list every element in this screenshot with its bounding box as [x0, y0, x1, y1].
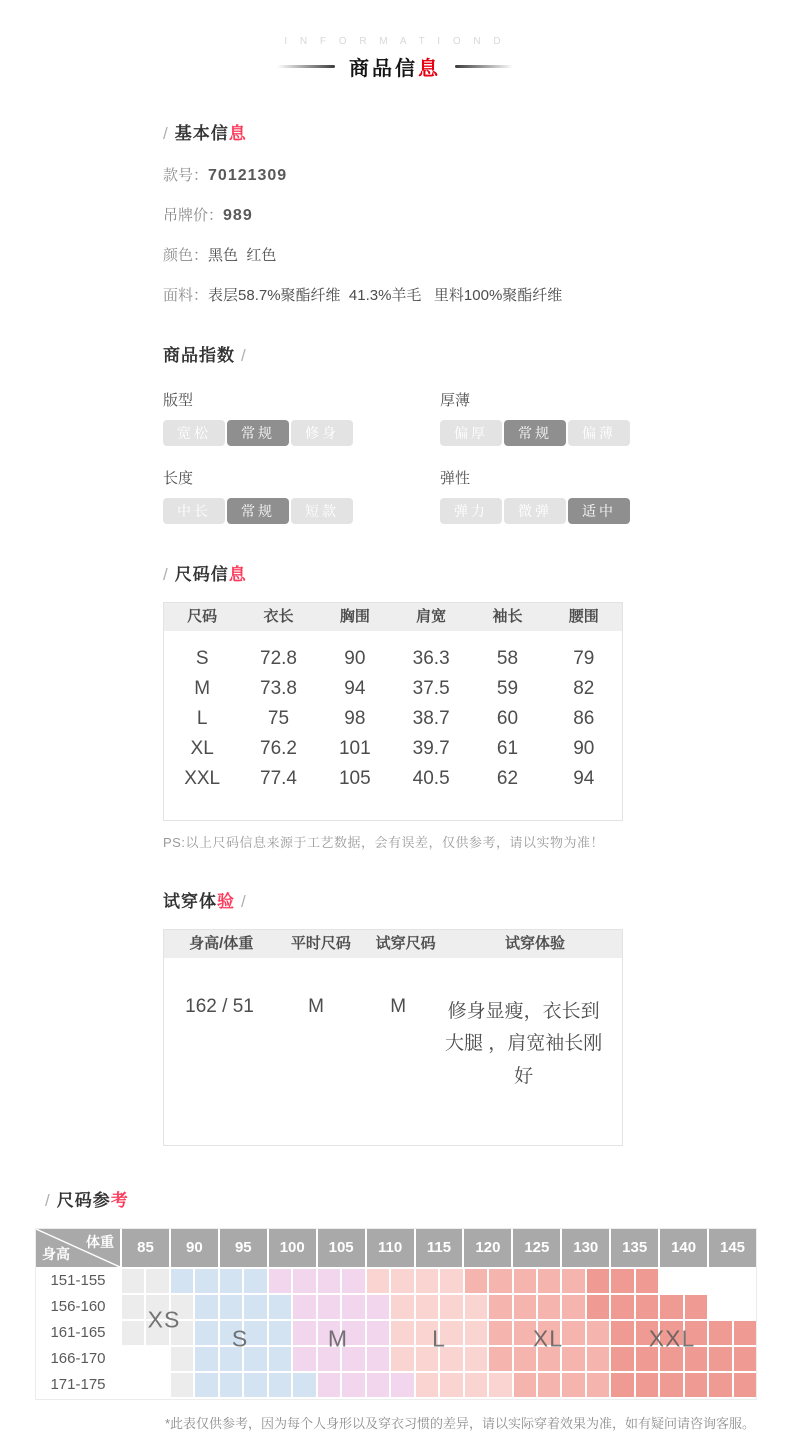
slash-mark: / [163, 565, 169, 584]
table-cell: 79 [573, 648, 595, 669]
weight-header-cell: 115 [416, 1229, 463, 1267]
chart-footnote: *此表仅供参考，因为每个人身形以及穿衣习惯的差异，请以实际穿着效果为准，如有疑问请咨询客服。 [164, 1416, 755, 1431]
grid-cell-l [465, 1347, 487, 1371]
table-cell: 90 [344, 648, 366, 669]
table-row [164, 734, 622, 764]
grid-cell-l [416, 1295, 438, 1319]
table-cell: M [194, 678, 211, 699]
size-region-label: M [327, 1325, 349, 1352]
index-tag-option: 中长 [163, 498, 225, 524]
table-cell: 77.4 [260, 768, 297, 789]
info-label: 款号： [163, 167, 209, 184]
grid-cell-l [391, 1347, 413, 1371]
grid-cell-l [465, 1295, 487, 1319]
table-cell: 105 [338, 768, 371, 789]
grid-cell-s [293, 1373, 315, 1397]
grid-cell-none [660, 1269, 682, 1293]
grid-cell-s [171, 1269, 193, 1293]
index-tag-row [163, 420, 353, 446]
grid-cell-xxl [611, 1347, 633, 1371]
grid-cell-xxl [734, 1321, 756, 1345]
index-tag-option: 短款 [291, 498, 353, 524]
grid-cell-xl [514, 1373, 536, 1397]
grid-cell-m [269, 1269, 291, 1293]
grid-cell-m [293, 1269, 315, 1293]
info-label: 颜色： [163, 247, 209, 264]
index-tag-option: 偏薄 [568, 420, 630, 446]
grid-cell-xl [489, 1321, 511, 1345]
grid-cell-m [318, 1269, 340, 1293]
table-cell: 101 [338, 738, 371, 759]
index-tag-option: 弹力 [440, 498, 502, 524]
grid-cell-xl [562, 1347, 584, 1371]
weight-header-cell: 85 [122, 1229, 169, 1267]
grid-cell-l [391, 1269, 413, 1293]
grid-cell-xxl [734, 1373, 756, 1397]
table-cell: XL [190, 738, 214, 759]
grid-cell-xxl [709, 1347, 731, 1371]
header-cell: 试穿体验 [504, 935, 565, 952]
info-row [163, 244, 633, 265]
grid-cell-s [195, 1321, 217, 1345]
grid-cell-xxl [611, 1321, 633, 1345]
grid-cell-l [440, 1269, 462, 1293]
slash-mark: / [241, 346, 247, 365]
page-title-accent: 息 [418, 58, 441, 80]
size-table-body [164, 631, 622, 820]
table-cell: 72.8 [260, 648, 297, 669]
chart-row [36, 1269, 756, 1293]
table-cell: 98 [344, 708, 366, 729]
weight-header-cell: 140 [660, 1229, 707, 1267]
grid-cell-s [269, 1321, 291, 1345]
size-region-label: XS [147, 1306, 181, 1333]
table-row [164, 674, 622, 704]
height-label-cell: 161-165 [36, 1321, 120, 1345]
grid-cell-xxl [660, 1295, 682, 1319]
table-header-cell: 尺码 [187, 608, 218, 625]
grid-cell-none [122, 1373, 144, 1397]
product-index-title: 商品指数 / [163, 346, 247, 365]
grid-cell-xs [171, 1373, 193, 1397]
grid-cell-xl [514, 1269, 536, 1293]
grid-cell-none [146, 1347, 168, 1371]
grid-cell-l [416, 1269, 438, 1293]
index-group-label: 弹性 [440, 470, 471, 487]
weight-header-cell: 120 [464, 1229, 511, 1267]
grid-cell-l [367, 1269, 389, 1293]
grid-cell-m [367, 1347, 389, 1371]
grid-cell-xl [465, 1269, 487, 1293]
grid-cell-m [367, 1321, 389, 1345]
grid-cell-xxl [709, 1373, 731, 1397]
chart-corner-cell [36, 1229, 120, 1267]
index-group [440, 368, 633, 446]
chart-body [36, 1267, 756, 1397]
grid-cell-none [709, 1295, 731, 1319]
table-cell: 60 [496, 708, 519, 729]
weight-header-cell: 110 [367, 1229, 414, 1267]
grid-cell-xxl [611, 1373, 633, 1397]
info-row [163, 284, 633, 305]
header-cell: 身高/体重 [189, 935, 254, 952]
grid-cell-s [244, 1295, 266, 1319]
grid-cell-xs [122, 1321, 144, 1345]
grid-cell-s [195, 1295, 217, 1319]
table-header-cell: 腰围 [568, 608, 599, 625]
grid-cell-xxl [611, 1269, 633, 1293]
size-region-label: L [432, 1325, 446, 1352]
grid-cell-xxl [636, 1269, 658, 1293]
table-cell: 39.7 [412, 738, 450, 759]
decor-line-right [455, 65, 513, 68]
table-cell: 76.2 [260, 738, 297, 759]
grid-cell-m [342, 1295, 364, 1319]
index-group [440, 446, 633, 524]
table-cell: 90 [573, 738, 595, 759]
grid-cell-m [293, 1295, 315, 1319]
grid-cell-xxl [636, 1373, 658, 1397]
table-cell: 73.8 [260, 678, 297, 699]
top-header [0, 0, 790, 81]
size-reference-title: / 尺码参考 [45, 1191, 129, 1210]
grid-cell-xxl [587, 1269, 609, 1293]
grid-cell-xl [562, 1321, 584, 1345]
grid-cell-xl [587, 1347, 609, 1371]
page-title [349, 52, 441, 81]
basic-info-rows [163, 164, 633, 305]
fitting-title: 试穿体验 / [163, 892, 247, 911]
info-label: 吊牌价： [163, 207, 224, 224]
grid-cell-s [195, 1347, 217, 1371]
table-header-cell: 袖长 [492, 608, 523, 625]
table-cell: 59 [496, 678, 519, 699]
section-size-info [163, 560, 633, 851]
grid-cell-l [465, 1373, 487, 1397]
weight-header-cell: 125 [513, 1229, 560, 1267]
table-cell: L [196, 708, 208, 729]
table-cell: XXL [184, 768, 221, 789]
grid-cell-s [220, 1373, 242, 1397]
grid-cell-m [293, 1321, 315, 1345]
size-region-label: XL [532, 1325, 564, 1352]
header-cell: 试穿尺码 [375, 935, 436, 952]
index-tag-option: 微弹 [504, 498, 566, 524]
height-label-cell: 166-170 [36, 1347, 120, 1371]
section-fitting [163, 887, 633, 1146]
grid-cell-xxl [636, 1295, 658, 1319]
grid-cell-xl [538, 1269, 560, 1293]
grid-cell-xl [587, 1321, 609, 1345]
grid-cell-xs [171, 1347, 193, 1371]
ps-note: PS:以上尺码信息来源于工艺数据，会有误差，仅供参考，请以实物为准！ [163, 835, 604, 850]
size-info-title: / 尺码信息 [163, 565, 247, 584]
table-header-cell: 胸围 [339, 608, 370, 625]
table-row [164, 764, 622, 794]
grid-cell-s [195, 1269, 217, 1293]
info-value: 70121309 [208, 167, 288, 184]
weight-header-cell: 100 [269, 1229, 316, 1267]
grid-cell-none [709, 1269, 731, 1293]
page-title-row [0, 52, 790, 81]
grid-cell-xl [587, 1373, 609, 1397]
header-cell: 平时尺码 [290, 935, 351, 952]
index-tag-option: 修身 [291, 420, 353, 446]
usual-size-value: M [308, 996, 324, 1017]
table-cell: 82 [573, 678, 595, 699]
size-table-header [164, 603, 622, 631]
section-size-reference [0, 1186, 790, 1432]
table-cell: 94 [573, 768, 595, 789]
table-cell: 86 [573, 708, 595, 729]
grid-cell-xxl [660, 1373, 682, 1397]
table-cell: 36.3 [412, 648, 450, 669]
table-header-cell: 肩宽 [416, 608, 447, 625]
chart-header-row [36, 1229, 756, 1267]
index-group-label: 厚薄 [440, 392, 471, 409]
grid-cell-xl [489, 1347, 511, 1371]
index-tag-row [440, 498, 630, 524]
height-label-cell: 151-155 [36, 1269, 120, 1293]
grid-cell-xxl [587, 1295, 609, 1319]
size-reference-chart [35, 1228, 757, 1400]
grid-cell-xl [562, 1269, 584, 1293]
weight-header-cell: 95 [220, 1229, 267, 1267]
index-group-label: 长度 [163, 470, 194, 487]
grid-cell-xl [489, 1269, 511, 1293]
grid-cell-none [734, 1269, 756, 1293]
table-cell: 94 [344, 678, 366, 699]
slash-mark: / [163, 124, 169, 143]
slash-mark: / [241, 892, 247, 911]
page-title-main: 商品信 [349, 58, 418, 80]
grid-cell-m [318, 1295, 340, 1319]
index-tag-option: 常规 [504, 420, 566, 446]
tried-size-value: M [390, 996, 407, 1017]
grid-cell-s [195, 1373, 217, 1397]
grid-cell-s [244, 1373, 266, 1397]
index-tag-row [440, 420, 630, 446]
weight-header-cell: 130 [562, 1229, 609, 1267]
chart-row [36, 1295, 756, 1319]
height-weight-value: 162 / 51 [185, 996, 254, 1017]
height-axis-label: 身高 [42, 1246, 70, 1262]
info-value: 黑色 红色 [208, 247, 277, 264]
index-groups [163, 368, 633, 524]
index-group [163, 446, 440, 524]
grid-cell-s [220, 1269, 242, 1293]
weight-axis-label: 体重 [86, 1234, 114, 1250]
grid-cell-none [734, 1295, 756, 1319]
grid-cell-l [465, 1321, 487, 1345]
size-info-table [163, 602, 623, 821]
grid-cell-xxl [734, 1347, 756, 1371]
grid-cell-m [367, 1373, 389, 1397]
index-tag-option: 常规 [227, 420, 289, 446]
table-cell: 61 [496, 738, 519, 759]
basic-info-title: / 基本信息 [163, 124, 247, 143]
experience-text: 修身显瘦，衣长到大腿 ，肩宽袖长刚好 [445, 1001, 603, 1087]
fitting-table-row [164, 958, 622, 1145]
grid-cell-xxl [709, 1321, 731, 1345]
grid-cell-s [244, 1269, 266, 1293]
grid-cell-xxl [685, 1295, 707, 1319]
grid-cell-s [220, 1295, 242, 1319]
table-header-cell: 衣长 [263, 608, 294, 625]
grid-cell-s [269, 1373, 291, 1397]
decor-line-left [277, 65, 335, 68]
index-group [163, 368, 440, 446]
table-row [164, 644, 622, 674]
weight-header-cell: 90 [171, 1229, 218, 1267]
grid-cell-none [122, 1347, 144, 1371]
table-cell: 62 [496, 768, 519, 789]
table-cell: 38.7 [412, 708, 450, 729]
table-cell: 37.5 [412, 678, 450, 699]
grid-cell-m [318, 1373, 340, 1397]
grid-cell-xl [562, 1295, 584, 1319]
table-cell: 40.5 [412, 768, 450, 789]
index-tag-row [163, 498, 353, 524]
grid-cell-xl [538, 1295, 560, 1319]
grid-cell-l [440, 1373, 462, 1397]
grid-cell-xxl [685, 1373, 707, 1397]
grid-cell-l [440, 1295, 462, 1319]
fitting-table-header [164, 930, 622, 958]
grid-cell-xl [562, 1373, 584, 1397]
grid-cell-m [342, 1269, 364, 1293]
info-label: 面料： [163, 287, 209, 304]
grid-cell-none [685, 1269, 707, 1293]
section-product-index [163, 341, 633, 524]
table-cell: 58 [496, 648, 519, 669]
weight-header-cell: 105 [318, 1229, 365, 1267]
grid-cell-l [391, 1321, 413, 1345]
grid-cell-s [269, 1295, 291, 1319]
index-group-label: 版型 [163, 392, 194, 409]
table-cell: S [195, 648, 209, 669]
grid-cell-l [416, 1373, 438, 1397]
eyebrow-text: I N F O R M A T I O N D [284, 36, 506, 47]
index-tag-option: 常规 [227, 498, 289, 524]
info-value: 989 [223, 207, 253, 224]
grid-cell-l [391, 1295, 413, 1319]
grid-cell-xs [122, 1269, 144, 1293]
weight-header-cells [122, 1229, 756, 1267]
grid-cell-xl [489, 1295, 511, 1319]
grid-cell-s [269, 1347, 291, 1371]
info-row [163, 204, 633, 225]
grid-cell-m [342, 1373, 364, 1397]
size-region-label: XXL [648, 1325, 696, 1352]
weight-header-cell: 145 [709, 1229, 756, 1267]
height-label-cell: 156-160 [36, 1295, 120, 1319]
fitting-table [163, 929, 623, 1146]
grid-cell-xxl [611, 1295, 633, 1319]
height-label-cell: 171-175 [36, 1373, 120, 1397]
grid-cell-l [489, 1373, 511, 1397]
info-row [163, 164, 633, 185]
grid-cell-m [367, 1295, 389, 1319]
grid-cell-none [146, 1373, 168, 1397]
grid-cell-xs [146, 1269, 168, 1293]
slash-mark: / [45, 1191, 51, 1210]
grid-cell-m [293, 1347, 315, 1371]
grid-cell-xl [514, 1295, 536, 1319]
grid-cell-xl [538, 1373, 560, 1397]
index-tag-option: 宽松 [163, 420, 225, 446]
index-tag-option: 偏厚 [440, 420, 502, 446]
chart-row [36, 1373, 756, 1397]
grid-cell-xs [122, 1295, 144, 1319]
table-cell: 75 [267, 708, 290, 729]
index-tag-option: 适中 [568, 498, 630, 524]
size-region-label: S [231, 1325, 249, 1352]
section-basic-info [163, 119, 633, 305]
table-row [164, 704, 622, 734]
grid-cell-m [391, 1373, 413, 1397]
info-value: 表层58.7%聚酯纤维 41.3%羊毛 里料100%聚酯纤维 [208, 287, 563, 304]
weight-header-cell: 135 [611, 1229, 658, 1267]
